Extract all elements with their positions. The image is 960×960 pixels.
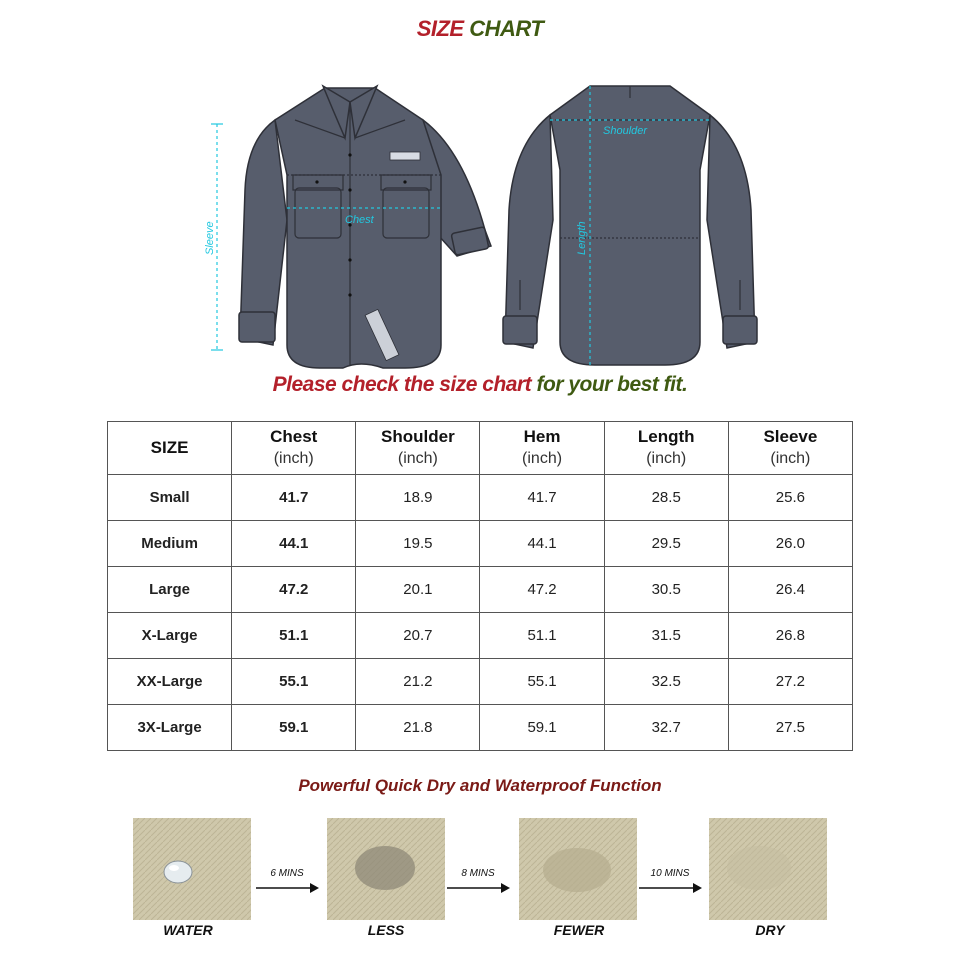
table-row	[108, 705, 853, 751]
cell-hem: 59.1	[480, 705, 604, 751]
title-word-size: SIZE	[416, 16, 464, 41]
cell-size: X-Large	[108, 613, 232, 659]
header-unit: (inch)	[397, 450, 438, 467]
cell-shoulder: 21.2	[356, 659, 480, 705]
cell-size: Medium	[108, 521, 232, 567]
table-row	[108, 521, 853, 567]
cell-chest: 44.1	[232, 521, 356, 567]
cell-chest: 41.7	[232, 475, 356, 521]
arrow-label: 6 MINS	[270, 868, 304, 879]
title-word-chart: CHART	[469, 16, 544, 41]
header-unit: (inch)	[770, 450, 811, 467]
shirt-front-labels	[195, 80, 505, 370]
swatch-less	[327, 818, 445, 920]
header-unit: (inch)	[646, 450, 687, 467]
header-sleeve	[728, 422, 852, 475]
table-row	[108, 613, 853, 659]
cell-length: 30.5	[604, 567, 728, 613]
size-table	[107, 421, 853, 751]
sleeve-label: Sleeve	[204, 221, 216, 255]
cell-chest: 59.1	[232, 705, 356, 751]
fit-instruction	[0, 373, 960, 397]
cell-chest: 47.2	[232, 567, 356, 613]
length-label: Length	[576, 221, 588, 255]
arrow-right-icon	[637, 882, 703, 894]
cell-size: XX-Large	[108, 659, 232, 705]
size-chart-title	[0, 16, 960, 42]
chest-label: Chest	[345, 214, 374, 226]
arrow-step-2	[445, 868, 511, 898]
cell-shoulder: 18.9	[356, 475, 480, 521]
cell-sleeve: 26.4	[728, 567, 852, 613]
cell-hem: 51.1	[480, 613, 604, 659]
shoulder-label: Shoulder	[603, 125, 648, 137]
stage-label-fewer: FEWER	[553, 922, 605, 938]
cell-hem: 55.1	[480, 659, 604, 705]
header-unit: (inch)	[522, 450, 563, 467]
cell-sleeve: 27.2	[728, 659, 852, 705]
header-name: Length	[637, 427, 695, 446]
arrow-step-1	[254, 868, 320, 898]
cell-size: 3X-Large	[108, 705, 232, 751]
table-row	[108, 475, 853, 521]
arrow-label: 8 MINS	[461, 868, 495, 879]
cell-length: 32.5	[604, 659, 728, 705]
cell-length: 29.5	[604, 521, 728, 567]
cell-sleeve: 25.6	[728, 475, 852, 521]
cell-hem: 47.2	[480, 567, 604, 613]
table-row	[108, 659, 853, 705]
header-size-label: SIZE	[150, 438, 189, 457]
fit-instruction-part2: for your best fit.	[536, 373, 688, 396]
quick-dry-title: Powerful Quick Dry and Waterproof Function	[298, 776, 662, 795]
header-name: Chest	[270, 427, 318, 446]
header-unit: (inch)	[273, 450, 314, 467]
header-chest	[232, 422, 356, 475]
header-shoulder	[356, 422, 480, 475]
header-name: Hem	[523, 427, 561, 446]
arrow-label: 10 MINS	[650, 868, 690, 879]
stage-label-water: WATER	[163, 922, 213, 938]
table-row	[108, 567, 853, 613]
cell-chest: 51.1	[232, 613, 356, 659]
fit-instruction-part1: Please check the size chart	[272, 373, 532, 396]
arrow-right-icon	[445, 882, 511, 894]
cell-sleeve: 26.0	[728, 521, 852, 567]
swatch-fewer	[519, 818, 637, 920]
cell-hem: 41.7	[480, 475, 604, 521]
header-name: Sleeve	[763, 427, 818, 446]
cell-length: 32.7	[604, 705, 728, 751]
cell-shoulder: 20.1	[356, 567, 480, 613]
arrow-right-icon	[254, 882, 320, 894]
header-length	[604, 422, 728, 475]
stage-label-less: LESS	[367, 922, 405, 938]
cell-hem: 44.1	[480, 521, 604, 567]
cell-shoulder: 21.8	[356, 705, 480, 751]
stage-label-dry: DRY	[755, 922, 785, 938]
swatch-dry	[709, 818, 827, 920]
cell-sleeve: 27.5	[728, 705, 852, 751]
cell-chest: 55.1	[232, 659, 356, 705]
cell-size: Small	[108, 475, 232, 521]
header-hem	[480, 422, 604, 475]
header-name: Shoulder	[381, 427, 455, 446]
arrow-step-3	[637, 868, 703, 898]
swatch-water	[133, 818, 251, 920]
cell-size: Large	[108, 567, 232, 613]
table-header-row	[108, 422, 853, 475]
header-size	[108, 422, 232, 475]
cell-shoulder: 20.7	[356, 613, 480, 659]
cell-sleeve: 26.8	[728, 613, 852, 659]
cell-length: 28.5	[604, 475, 728, 521]
shirt-back-labels	[495, 80, 765, 370]
cell-length: 31.5	[604, 613, 728, 659]
cell-shoulder: 19.5	[356, 521, 480, 567]
